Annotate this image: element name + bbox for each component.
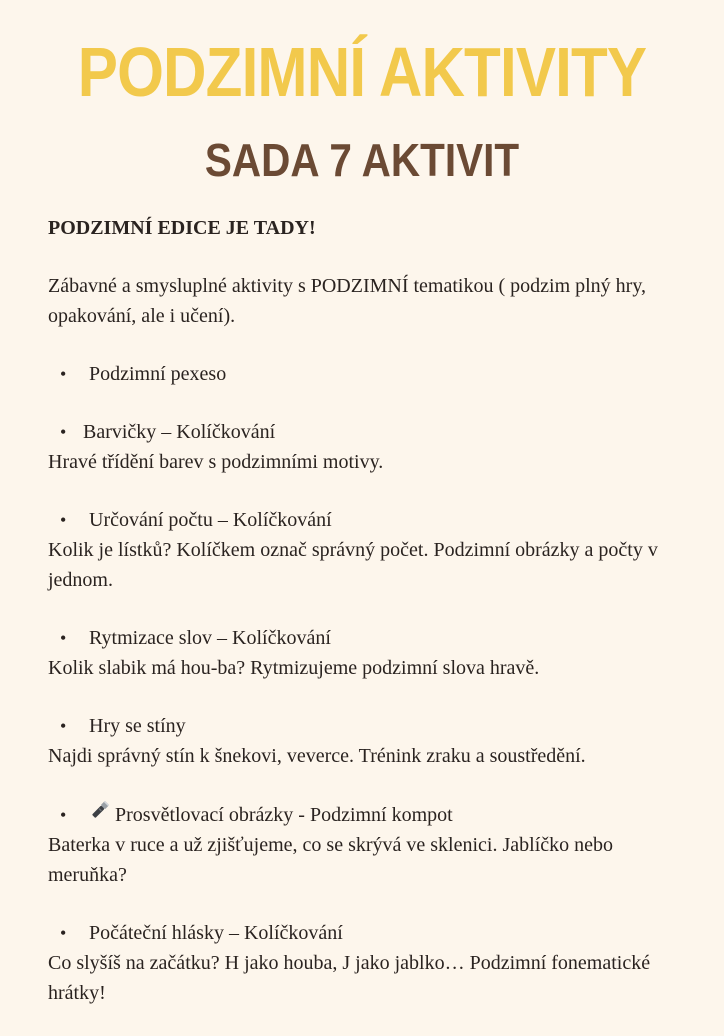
list-item <box>48 799 688 890</box>
list-item-title: Rytmizace slov – Kolíčkování <box>89 627 331 649</box>
list-item-title: Hry se stíny <box>89 715 186 737</box>
list-item <box>48 918 688 1008</box>
bullet: • <box>60 716 67 736</box>
page-title: PODZIMNÍ AKTIVITY <box>77 33 647 111</box>
flashlight-icon <box>89 799 111 821</box>
intro-paragraph: Zábavné a smysluplné aktivity s PODZIMNÍ tematikou ( podzim plný hry, opakování, ale i učení). <box>48 275 647 327</box>
list-item-description: Baterka v ruce a už zjišťujeme, co se skrývá ve sklenici. Jablíčko nebo meruňka? <box>48 834 614 886</box>
list-item-description: Co slyšíš na začátku? H jako houba, J jako jablko… Podzimní fonematické hrátky! <box>48 952 651 1004</box>
bullet: • <box>60 422 67 442</box>
list-item-title: Barvičky – Kolíčkování <box>83 421 276 443</box>
list-item <box>48 623 688 683</box>
bullet: • <box>60 923 67 943</box>
page-subtitle: SADA 7 AKTIVIT <box>204 134 520 186</box>
list-item-description: Kolik slabik má hou-ba? Rytmizujeme podzimní slova hravě. <box>48 657 540 679</box>
list-item <box>48 711 688 771</box>
list-item-description: Najdi správný stín k šnekovi, veverce. Trénink zraku a soustředění. <box>48 745 586 767</box>
list-item <box>48 505 688 595</box>
list-item <box>48 359 688 389</box>
list-item-title: Podzimní pexeso <box>89 363 227 385</box>
list-item-title: Určování počtu – Kolíčkování <box>89 509 332 531</box>
section-heading: PODZIMNÍ EDICE JE TADY! <box>48 217 316 239</box>
bullet: • <box>60 364 67 384</box>
bullet: • <box>60 805 67 825</box>
list-item-description: Hravé třídění barev s podzimními motivy. <box>48 451 384 473</box>
bullet: • <box>60 510 67 530</box>
list-item-description: Kolik je lístků? Kolíčkem označ správný počet. Podzimní obrázky a počty v jednom. <box>48 539 658 591</box>
bullet: • <box>60 628 67 648</box>
list-item <box>48 417 688 477</box>
list-item-title: Prosvětlovací obrázky - Podzimní kompot <box>115 804 453 826</box>
list-item-title: Počáteční hlásky – Kolíčkování <box>89 922 343 944</box>
main-content <box>48 213 688 1036</box>
